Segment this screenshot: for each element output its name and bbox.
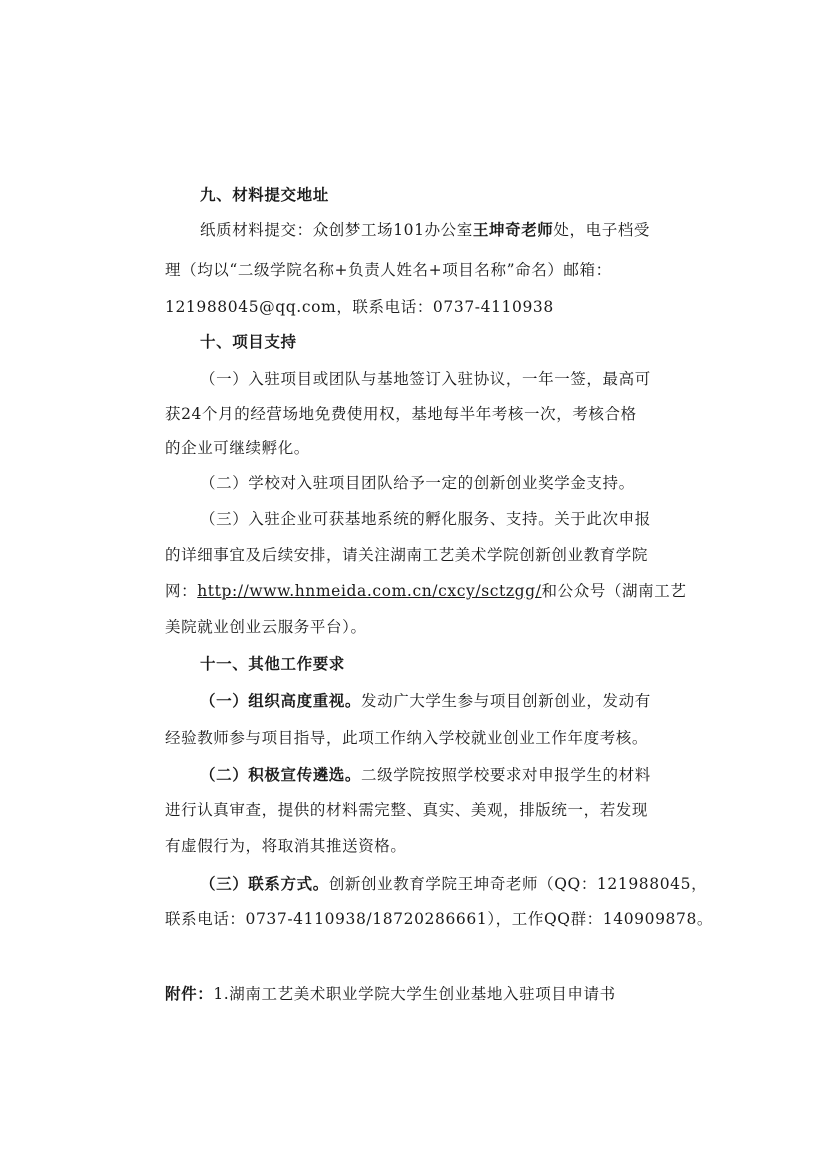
section-9-line-1: [200, 219, 665, 241]
section-10-p2: （二）学校对入驻项目团队给予一定的创新创业奖学金支持。: [200, 474, 635, 492]
requirement-2-text: 二级学院按照学校要求对申报学生的材料: [361, 766, 651, 784]
submit-address-suffix: 处，电子档受: [553, 221, 651, 239]
section-11-heading: 十一、其他工作要求: [200, 655, 345, 673]
contact-teacher-name: 王坤奇老师: [472, 221, 554, 239]
section-10-p3-line-2: 的详细事宜及后续安排，请关注湖南工艺美术学院创新创业教育学院: [165, 546, 649, 564]
submit-address-text: 纸质材料提交：众创梦工场101办公室: [200, 221, 473, 239]
section-11-p3-line-1: [200, 873, 708, 895]
section-10-p1-line-3: 的企业可继续孵化。: [165, 439, 310, 457]
website-prefix: 网：: [165, 582, 198, 600]
section-10-p1-line-2: 获24个月的经营场地免费使用权，基地每半年考核一次，考核合格: [165, 405, 637, 423]
section-10-p3-line-4: 美院就业创业云服务平台）。: [165, 618, 367, 636]
requirement-1-text: 发动广大学生参与项目创新创业，发动有: [361, 692, 651, 710]
section-11-p2-line-2: 进行认真审查，提供的材料需完整、真实、美观，排版统一，若发现: [165, 801, 649, 819]
section-10-heading: 十、项目支持: [200, 333, 297, 351]
section-11-p2-line-1: [200, 764, 665, 786]
section-9-heading: 九、材料提交地址: [200, 186, 329, 204]
section-11-p1-line-2: 经验教师参与项目指导，此项工作纳入学校就业创业工作年度考核。: [165, 729, 649, 747]
section-11-p3-line-2: 联系电话：0737-4110938/18720286661），工作QQ群：140909878。: [165, 910, 714, 928]
section-10-p3-line-1: （三）入驻企业可获基地系统的孵化服务、支持。关于此次申报: [200, 510, 651, 528]
requirement-1-title: （一）组织高度重视。: [200, 692, 362, 710]
section-11-p1-line-1: [200, 690, 665, 712]
requirement-3-text: 创新创业教育学院王坤奇老师（QQ：121988045，: [328, 875, 708, 893]
section-9-line-3: 121988045@qq.com，联系电话：0737-4110938: [165, 298, 554, 316]
requirement-3-title: （三）联系方式。: [200, 875, 329, 893]
section-11-p2-line-3: 有虚假行为，将取消其推送资格。: [165, 837, 407, 855]
requirement-2-title: （二）积极宣传遴选。: [200, 766, 362, 784]
section-10-p1-line-1: （一）入驻项目或团队与基地签订入驻协议，一年一签，最高可: [200, 370, 651, 388]
attachment-item-1: 1.湖南工艺美术职业学院大学生创业基地入驻项目申请书: [213, 985, 616, 1003]
wechat-account-text: 和公众号（湖南工艺: [541, 582, 687, 600]
attachment-label: 附件：: [165, 985, 214, 1003]
section-9-line-2: 理（均以“二级学院名称+负责人姓名+项目名称”命名）邮箱：: [165, 261, 612, 279]
college-website-link[interactable]: http://www.hnmeida.com.cn/cxcy/sctzgg/: [197, 582, 542, 600]
section-10-p3-line-3: [165, 580, 687, 602]
attachment-line: [165, 983, 665, 1005]
